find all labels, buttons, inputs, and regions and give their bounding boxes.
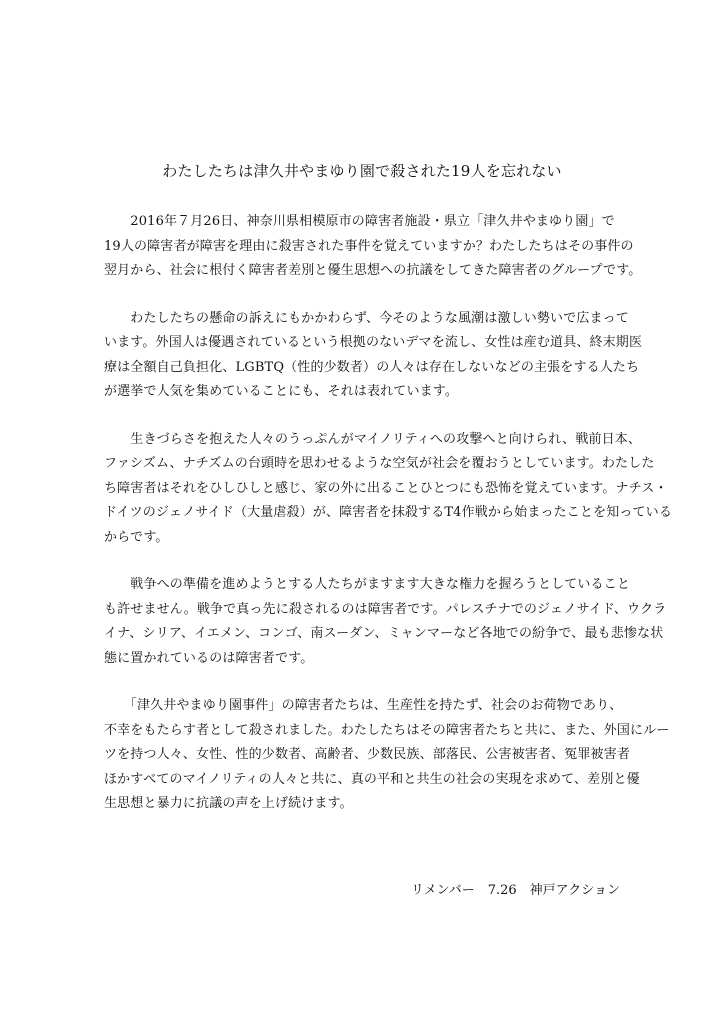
text-line: が選挙で人気を集めていることにも、それは表れています。 <box>104 384 459 399</box>
text-line: ファシズム、ナチズムの台頭時を思わせるような空気が社会を覆おうとしています。わたした <box>104 456 655 471</box>
paragraph-2 <box>104 307 643 405</box>
paragraph-5 <box>104 694 670 817</box>
signature: リメンバー 7.26 神戸アクション <box>410 883 620 898</box>
text-line: 「津久井やまゆり園事件」の障害者たちは、生産性を持たず、社会のお荷物であり、 <box>104 698 623 713</box>
text-line: 生きづらさを抱えた人々のうっぷんがマイノリティへの攻撃へと向けられ、戦前日本、 <box>104 431 642 447</box>
text-line: も許せません。戦争で真っ先に殺されるのは障害者です。パレスチナでのジェノサイド、ウクラ <box>104 601 667 617</box>
text-line: イナ、シリア、イエメン、コンゴ、南スーダン、ミャンマーなど各地での紛争で、最も悲惨な状 <box>104 626 664 641</box>
text-line: わたしたちの懸命の訴えにもかかわらず、今そのような風潮は激しい勢いで広まって <box>104 310 629 326</box>
text-line: ドイツのジェノサイド（大量虐殺）が、障害者を抹殺するT4作戦から始まったことを知っている <box>104 505 672 520</box>
text-line: ツを持つ人々、女性、性的少数者、高齢者、少数民族、部落民、公害被害者、冤罪被害者 <box>104 747 631 762</box>
text-line: 戦争への準備を進めようとする人たちがますます大きな権力を握ろうとしていること <box>104 577 631 592</box>
text-line: ち障害者はそれをひしひしと感じ、家の外に出ることひとつにも恐怖を覚えています。ナチス・ <box>104 480 668 496</box>
text-line: います。外国人は優遇されているという根拠のないデマを流し、女性は産む道具、終末期医 <box>104 335 643 350</box>
text-line: 不幸をもたらす者として殺されました。わたしたちはその障害者たちと共に、また、外国にルー <box>104 722 670 738</box>
statement-body <box>104 210 672 840</box>
text-line: 2016年７月26日、神奈川県相模原市の障害者施設・県立「津久井やまゆり園」で <box>104 214 615 229</box>
text-line: 態に置かれているのは障害者です。 <box>104 650 314 666</box>
text-line: 療は全額自己負担化、LGBTQ（性的少数者）の人々は存在しないなどの主張をする人たち <box>104 359 640 375</box>
paragraph-1 <box>104 210 642 284</box>
paragraph-3 <box>104 428 672 551</box>
text-line: からです。 <box>104 529 169 545</box>
text-line: 翌月から、社会に根付く障害者差別と優生思想への抗議をしてきた障害者のグループです。 <box>104 263 642 278</box>
text-line: 19人の障害者が障害を理由に殺害された事件を覚えていますか？わたしたちはその事件の <box>104 238 634 254</box>
document-title: わたしたちは津久井やまゆり園で殺された19人を忘れない <box>162 162 562 180</box>
text-line: 生思想と暴力に抗議の声を上げ続けます。 <box>104 796 353 811</box>
text-line: ほかすべてのマイノリティの人々と共に、真の平和と共生の社会の実現を求めて、差別と優 <box>104 771 640 787</box>
paragraph-4 <box>104 573 667 671</box>
